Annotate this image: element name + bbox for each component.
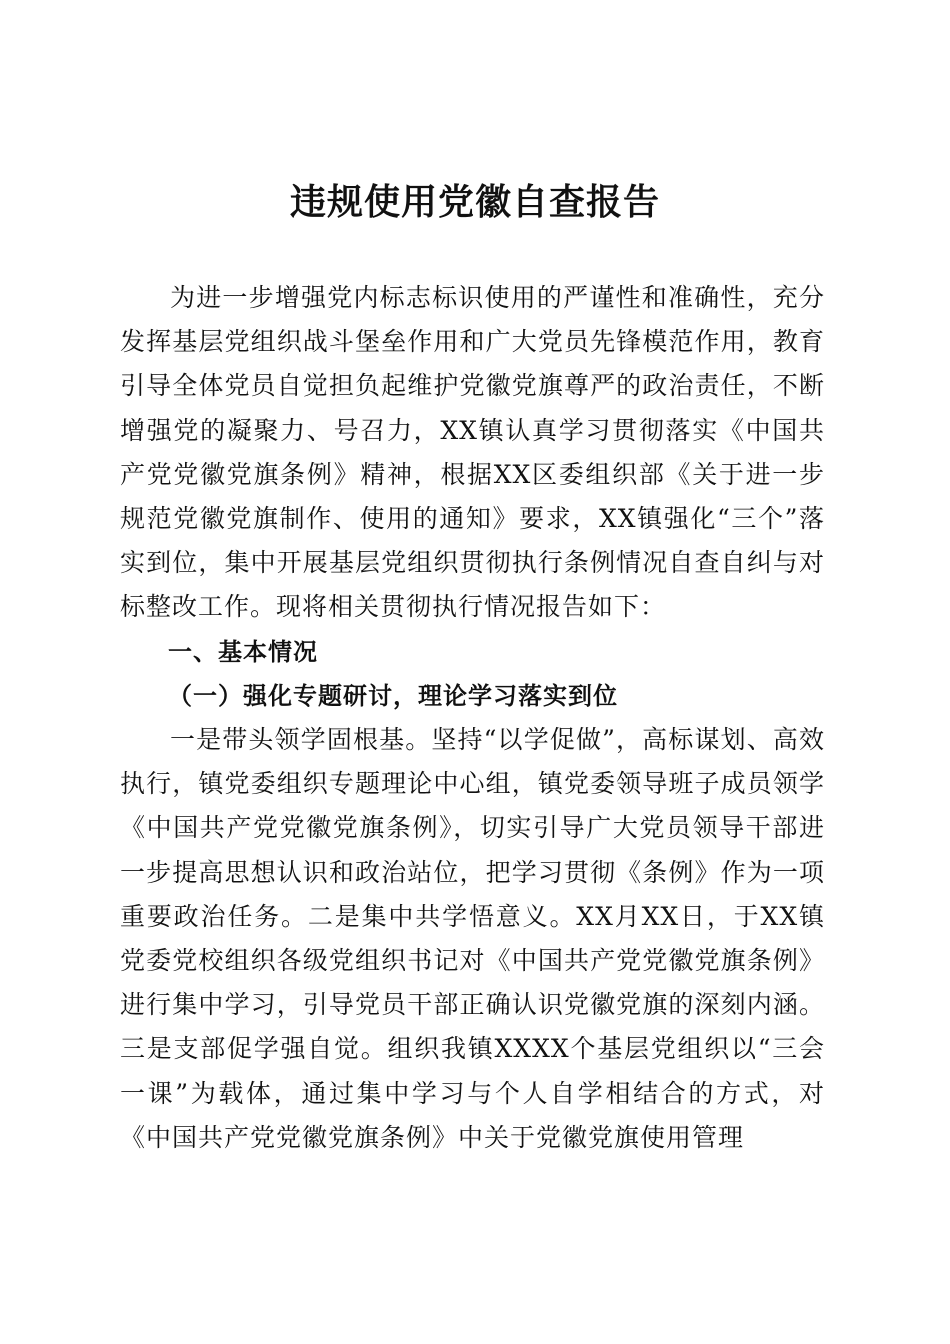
document-title: 违规使用党徽自查报告 bbox=[289, 181, 660, 223]
subsection-heading-study: （一）强化专题研讨，理论学习落实到位 bbox=[168, 680, 618, 710]
document-body bbox=[120, 276, 825, 1160]
section-heading-basic-situation: 一、基本情况 bbox=[168, 637, 318, 666]
intro-paragraph: 为进一步增强党内标志标识使用的严谨性和准确性，充分发挥基层党组织战斗堡垒作用和广大党员先锋模范作用，教育引导全体党员自觉担负起维护党徽党旗尊严的政治责任，不断增强党的凝聚力、号召力，XX镇认真学习贯彻落实《中国共产党党徽党旗条例》精神，根据XX区委组织部《关于进一步规范党徽党旗制作、使用的通知》要求，XX镇强化“三个”落实到位，集中开展基层党组织贯彻执行条例情况自查自纠与对标整改工作。现将相关贯彻执行情况报告如下： bbox=[120, 283, 825, 622]
subsection-paragraph: 一是带头领学固根基。坚持“以学促做”，高标谋划、高效执行，镇党委组织专题理论中心组，镇党委领导班子成员领学《中国共产党党徽党旗条例》，切实引导广大党员领导干部进一步提高思想认识和政治站位，把学习贯彻《条例》作为一项重要政治任务。二是集中共学悟意义。XX月XX日，于XX镇党委党校组织各级党组织书记对《中国共产党党徽党旗条例》进行集中学习，引导党员干部正确认识党徽党旗的深刻内涵。三是支部促学强自觉。组织我镇XXXX个基层党组织以“三会一课”为载体，通过集中学习与个人自学相结合的方式，对《中国共产党党徽党旗条例》中关于党徽党旗使用管理 bbox=[120, 725, 825, 1152]
